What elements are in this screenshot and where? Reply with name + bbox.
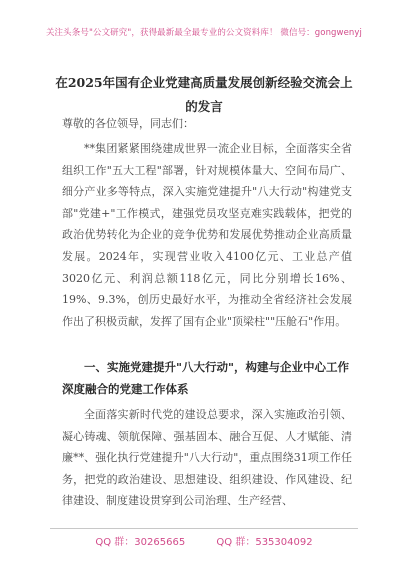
- footer-divider: [50, 528, 358, 529]
- footer-qq-group-1: QQ 群：30265665: [95, 537, 186, 548]
- section-heading-1: 一、实施党建提升"八大行动"，构建与企业中心工作深度融合的党建工作体系: [62, 360, 349, 396]
- document-title: 在2025年国有企业党建高质量发展创新经验交流会上的发言: [55, 75, 353, 114]
- paragraph-section-1: 全面落实新时代党的建设总要求，深入实施政治引领、凝心铸魂、领航保障、强基固本、融合互促、人才赋能、清廉**、强化执行党建提升"八大行动"，重点围绕31项工作任务，把党的政治建设、思想建设、组织建设、作风建设、纪律建设、制度建设贯穿到公司治理、生产经营、: [62, 408, 352, 508]
- salutation: 尊敬的各位领导，同志们：: [62, 117, 194, 130]
- header-banner: 关注头条号"公文研究"，获得最新最全最专业的公文资料库！ 微信号：gongwenyj: [45, 28, 363, 38]
- paragraph-intro: **集团紧紧围绕建成世界一流企业目标，全面落实全省组织工作"五大工程"部署，针对规模体量大、空间布局广、细分产业多等特点，深入实施党建提升"八大行动"构建党支部"党建+"工作模式，建强党员攻坚克难实践载体，把党的政治优势转化为企业的竞争优势和发展优势推动企业高质量发展。2024年，实现营业收入4100亿元、工业总产值3020亿元、利润总额118亿元，同比分别增长16%、19%、9.3%，创历史最好水平，为推动全省经济社会发展作出了积极贡献，发挥了国有企业"顶梁柱""压舱石"作用。: [62, 142, 352, 328]
- footer: [0, 533, 408, 548]
- footer-qq-group-2: QQ 群：535304092: [216, 537, 313, 548]
